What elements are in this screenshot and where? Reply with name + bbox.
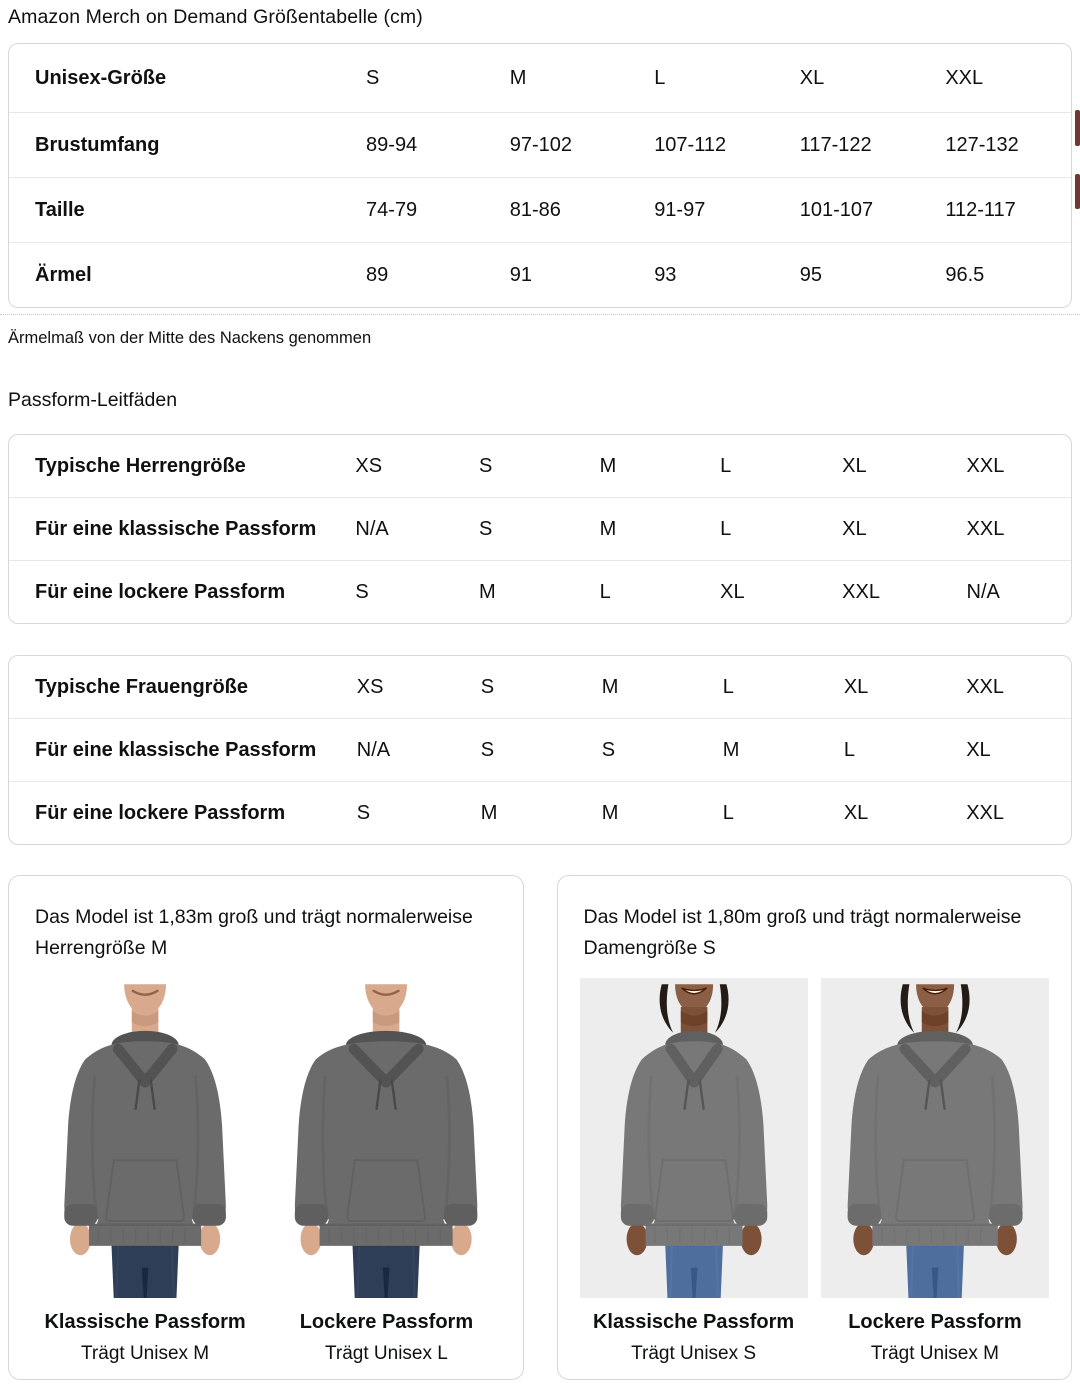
cell-value: S [459,498,580,561]
table-row-waist [9,178,1071,243]
cell-value: L [824,719,946,782]
cell-value: M [461,782,582,845]
cell-value: 97-102 [490,113,634,178]
cell-value: M [703,719,824,782]
cell-value: S [337,782,461,845]
cell-value: S [479,454,493,477]
cell-value: 91 [490,243,634,308]
unisex-size-table [8,43,1072,308]
model-description: Das Model ist 1,80m groß und trägt normalerweise Damengröße S [583,906,1022,959]
sleeve-measure-note: Ärmelmaß von der Mitte des Nackens genommen [8,329,372,347]
fit-label: Klassische Passform [44,1311,246,1333]
cell-value: XXL [966,454,1005,477]
scrollbar-thumb[interactable] [1075,174,1080,209]
cell-value: 117-122 [780,113,926,178]
cell-value: XS [356,675,384,698]
size-col-l: L [654,66,666,89]
cell-value: 93 [634,243,780,308]
cell-value: S [461,719,582,782]
mens-fit-table [8,434,1072,624]
row-label: Für eine lockere Passform [9,782,337,845]
cell-value: 107-112 [634,113,780,178]
fit-guides-heading: Passform-Leitfäden [8,389,178,411]
cell-value: N/A [335,498,459,561]
cell-value: S [582,719,703,782]
mens-model-card [8,875,524,1380]
cell-value: L [700,498,822,561]
fit-label: Lockere Passform [848,1311,1022,1333]
table-row-typical-mens [9,435,1071,498]
row-label: Für eine lockere Passform [9,561,335,624]
model-figure-loose [272,978,500,1365]
size-label: Trägt Unisex S [631,1343,757,1364]
page-title: Amazon Merch on Demand Größentabelle (cm) [8,6,423,28]
cell-value: XS [355,454,383,477]
cell-value: XL [824,782,946,845]
womens-fit-table [8,655,1072,845]
womens-model-card [557,875,1073,1380]
cell-value: 81-86 [490,178,634,243]
cell-value: XL [843,675,869,698]
cell-value: 95 [780,243,926,308]
cell-value: XL [822,498,946,561]
cell-value: 127-132 [925,113,1071,178]
cell-value: XXL [822,561,946,624]
cell-value: M [599,454,617,477]
cell-value: N/A [337,719,461,782]
size-label: Trägt Unisex L [324,1343,448,1364]
row-label: Ärmel [9,243,346,308]
model-photo-male-classic [31,978,259,1298]
size-table-header-label: Unisex-Größe [35,66,167,89]
model-description: Das Model ist 1,83m groß und trägt normalerweise Herrengröße M [35,906,473,959]
row-label: Brustumfang [9,113,346,178]
cell-value: N/A [947,561,1071,624]
row-label: Typische Frauengröße [35,675,249,698]
size-col-xl: XL [799,66,825,89]
cell-value: S [480,675,495,698]
size-col-s: S [366,66,380,89]
cell-value: M [601,675,619,698]
model-figure-classic [580,978,808,1365]
size-label: Trägt Unisex M [81,1343,210,1364]
cell-value: 101-107 [780,178,926,243]
size-table-header-row [9,44,1071,113]
cell-value: XXL [947,498,1071,561]
row-label: Typische Herrengröße [35,454,246,477]
table-row-loose-fit [9,782,1071,845]
cell-value: 89-94 [346,113,490,178]
cell-value: M [582,782,703,845]
table-row-sleeve [9,243,1071,308]
cell-value: XXL [966,675,1005,698]
divider [0,314,1080,315]
table-row-chest [9,113,1071,178]
cell-value: 91-97 [634,178,780,243]
cell-value: XL [700,561,822,624]
cell-value: M [580,498,701,561]
cell-value: XL [946,719,1071,782]
row-label: Taille [9,178,346,243]
model-photo-female-loose [821,978,1049,1298]
scrollbar-thumb[interactable] [1075,110,1080,146]
size-col-m: M [509,66,527,89]
cell-value: L [703,782,824,845]
table-row-classic-fit [9,719,1071,782]
fit-label: Lockere Passform [299,1311,474,1333]
cell-value: L [720,454,732,477]
cell-value: XXL [946,782,1071,845]
cell-value: XL [842,454,867,477]
model-figure-classic [31,978,259,1365]
model-photo-female-classic [580,978,808,1298]
model-photo-male-loose [272,978,500,1298]
size-label: Trägt Unisex M [870,1343,999,1364]
cell-value: 96.5 [925,243,1071,308]
cell-value: 74-79 [346,178,490,243]
cell-value: L [580,561,701,624]
cell-value: M [459,561,580,624]
fit-label: Klassische Passform [592,1311,795,1333]
size-col-xxl: XXL [945,66,984,89]
table-row-loose-fit [9,561,1071,624]
model-cards [8,875,1072,1380]
cell-value: 112-117 [925,178,1071,243]
cell-value: S [335,561,459,624]
row-label: Für eine klassische Passform [9,498,335,561]
table-row-typical-womens [9,656,1071,719]
cell-value: 89 [346,243,490,308]
table-row-classic-fit [9,498,1071,561]
row-label: Für eine klassische Passform [9,719,337,782]
model-figure-loose [821,978,1049,1365]
cell-value: L [722,675,734,698]
